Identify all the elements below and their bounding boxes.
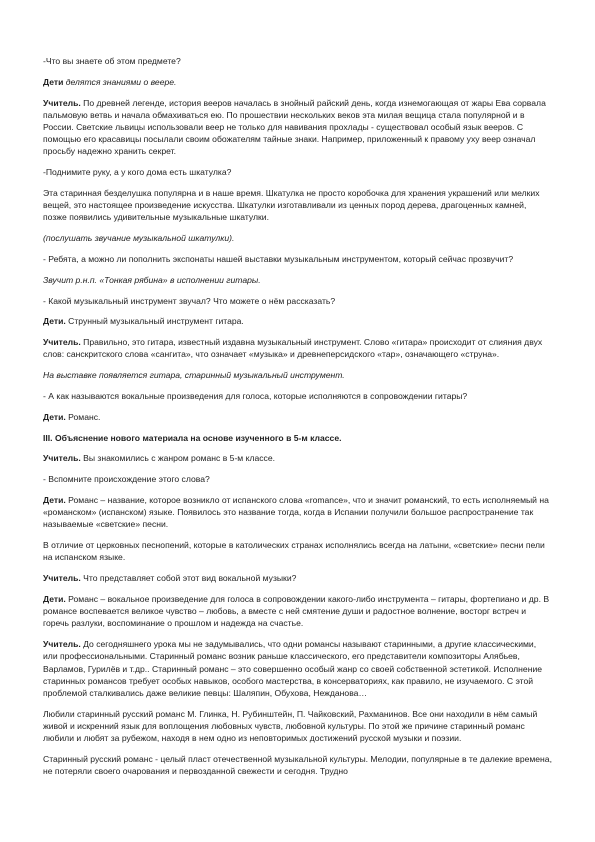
paragraph-text: - А как называются вокальные произведения для голоса, которые исполняются в сопровождении гитары? [43, 390, 468, 401]
paragraph [43, 336, 552, 360]
paragraph-text: Правильно, это гитара, известный издавна музыкальный инструмент. Слово «гитара» происходит от слияния двух слов: санскритского слова «сангита», что означает «музыка» и древнеперсидского «тар», означающего «струна». [43, 337, 543, 360]
paragraph-text: Любили старинный русский романс М. Глинка, Н. Рубинштейн, П. Чайковский, Рахманинов. Все они находили в нём самый живой и искренний язык для воплощения любовных чувств, любовной культуры. По этой же причине старинный романс любили и любят за рубежом, находя в нем одно из неповторимых достижений русской музыки и поэзии. [43, 708, 538, 744]
paragraph [43, 753, 552, 777]
paragraph [43, 253, 552, 265]
paragraph-text: - Какой музыкальный инструмент звучал? Что можете о нём рассказать? [43, 295, 336, 306]
speaker-label: Дети. [43, 316, 66, 327]
section-heading [43, 432, 552, 444]
paragraph-text: Старинный русский романс - целый пласт отечественной музыкальной культуры. Мелодии, популярные в те далекие времена, не потеряли своего очарования и первозданной свежести и сегодня. Трудно [43, 753, 552, 777]
paragraph-text: - Вспомните происхождение этого слова? [43, 474, 210, 485]
paragraph [43, 390, 552, 402]
paragraph [43, 97, 552, 158]
paragraph [43, 295, 552, 307]
section-heading-text: III. Объяснение нового материала на основе изученного в 5-м классе. [43, 432, 342, 443]
paragraph-text: -Что вы знаете об этом предмете? [43, 56, 181, 66]
paragraph [43, 411, 552, 423]
paragraph [43, 473, 552, 485]
paragraph-text: Звучит р.н.п. «Тонкая рябина» в исполнении гитары. [43, 274, 261, 285]
paragraph-text: Вы знакомились с жанром романс в 5-м классе. [80, 453, 276, 464]
speaker-label: Дети. [43, 494, 66, 505]
paragraph-text: По древней легенде, история вееров началась в знойный райский день, когда изнемогающая от жары Ева сорвала пальмовую ветвь и начала обмахиваться ею. По прошествии нескольких веков эта милая вещица стала популярной и в России. Светские львицы использовали веер не только для навивания прохлады - существовал особый язык вееров. С помощью его красавицы посылали своим обожателям тайные знаки. Например, приложенный к правому уху веер означал просьбу надежно хранить секрет. [43, 97, 546, 157]
paragraph [43, 539, 552, 563]
speaker-label: Учитель. [43, 453, 81, 464]
paragraph [43, 638, 552, 699]
speaker-label: Учитель. [43, 97, 81, 108]
paragraph [43, 76, 552, 88]
paragraph-text: Что представляет собой этот вид вокальной музыки? [80, 573, 297, 584]
paragraph [43, 593, 552, 630]
paragraph-text: -Поднимите руку, а у кого дома есть шкатулка? [43, 167, 232, 178]
paragraph-text: делятся знаниями о веере. [63, 76, 177, 87]
paragraph [43, 232, 552, 244]
paragraph-text: - Ребята, а можно ли пополнить экспонаты нашей выставки музыкальным инструментом, который сейчас прозвучит? [43, 254, 514, 264]
paragraph-text: Романс – название, которое возникло от испанского слова «romance», что и значит романский, то есть исполняемый на «романском» (испанском) языке. Появилось это название тогда, когда в Испании получили большое распространение так называемые «светские» песни. [43, 494, 549, 530]
paragraph [43, 166, 552, 178]
paragraph-text: Струнный музыкальный инструмент гитара. [65, 316, 244, 327]
paragraph [43, 494, 552, 531]
speaker-label: Учитель. [43, 337, 81, 348]
speaker-label: Дети [43, 76, 64, 87]
paragraph [43, 187, 552, 224]
paragraph [43, 708, 552, 745]
paragraph-text: Романс – вокальное произведение для голоса в сопровождении какого-либо инструмента – гитары, фортепиано и др. В романсе воспевается великое чувство – любовь, а вместе с ней смятение души и радостное волнение, восторг встреч и горечь разлуки, воспоминание о прошлом и надежда на счастье. [43, 593, 550, 629]
paragraph [43, 452, 552, 464]
paragraph [43, 369, 552, 381]
speaker-label: Дети. [43, 593, 66, 604]
paragraph-text: Эта старинная безделушка популярна и в наше время. Шкатулка не просто коробочка для хранения украшений или мелких вещей, это настоящее произведение искусства. Шкатулки изготавливали из ценных пород дерева, драгоценных камней, позже появились удивительные музыкальные шкатулки. [43, 188, 540, 223]
speaker-label: Учитель. [43, 573, 81, 584]
paragraph [43, 572, 552, 584]
paragraph-text: (послушать звучание музыкальной шкатулки). [43, 233, 235, 244]
speaker-label: Учитель. [43, 639, 81, 650]
paragraph [43, 55, 552, 67]
paragraph [43, 315, 552, 327]
paragraph-text: До сегодняшнего урока мы не задумывались, что одни романсы называют старинными, а другие классическими, или профессиональными. Старинный романс возник раньше классического, его представители композиторы Алябьев, Варламов, Гурилёв и т.др.. Старинный романс – это совершенно особый жанр со своей собственной эстетикой. Исполнение старинных романсов требует особых навыков, особого мастерства, в консерваториях, как правило, не изучаемого. С этой проблемой сталкивались даже великие певцы: Шаляпин, Обухова, Нежданова… [43, 639, 543, 698]
paragraph-text: На выставке появляется гитара, старинный музыкальный инструмент. [43, 370, 345, 381]
paragraph-text: В отличие от церковных песнопений, которые в католических странах исполнялись всегда на латыни, «светские» песни пели на испанском языке. [43, 540, 545, 563]
speaker-label: Дети. [43, 411, 66, 422]
paragraph-text: Романс. [65, 411, 101, 422]
paragraph [43, 274, 552, 286]
